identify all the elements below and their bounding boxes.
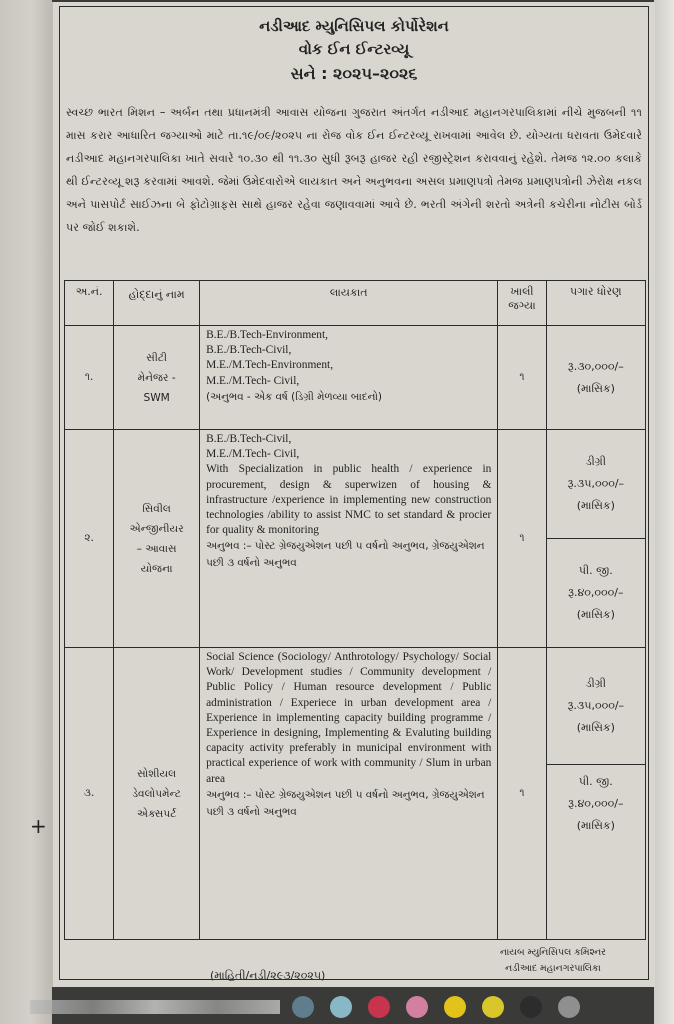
row-vacancy: ૧ — [498, 648, 546, 940]
qual-line: M.E./M.Tech- Civil, — [206, 374, 300, 387]
row-pay — [546, 648, 645, 940]
post-line: સિવીલ — [142, 502, 171, 515]
row-qualification — [200, 430, 498, 648]
notice-title-year: સને : ૨૦૨૫–૨૦૨૬ — [290, 64, 418, 83]
pay-note: (માસિક) — [576, 721, 615, 734]
header-vacancy — [498, 281, 546, 326]
experience-note: અનુભવ :– પોસ્ટ ગ્રેજયુએશન પછી ૫ વર્ષનો અનુભવ, ગ્રેજયુએશન પછી ૩ વર્ષનો અનુભવ — [206, 788, 485, 818]
qual-line: B.E./B.Tech-Civil, — [206, 344, 292, 357]
qual-line: With Specialization in public health / experience in procurement, design & superwizen of housing & infrastructure /experience in implementing new construction technologies /ability to assist NMC to set standard & procier for quality & monitoring — [206, 463, 492, 537]
color-dot — [330, 996, 352, 1018]
color-dot — [292, 996, 314, 1018]
row-vacancy: ૧ — [498, 430, 546, 648]
notice-title-org: નડીઆદ મ્યુનિસિપલ કોર્પોરેશન — [259, 17, 449, 35]
header-post: હોદ્દાનું નામ — [114, 281, 200, 326]
qual-line: M.E./M.Tech- Civil, — [206, 448, 300, 461]
pay-amount: રૂ.૩૦,૦૦૦/– — [567, 359, 624, 373]
registration-mark-icon: + — [30, 814, 47, 838]
qual-line: B.E./B.Tech-Environment, — [206, 329, 329, 341]
post-line: – આવાસ — [136, 542, 177, 555]
row-pay — [546, 326, 645, 430]
header-vacancy-line1: ખાલી — [510, 285, 534, 298]
color-dot — [368, 996, 390, 1018]
row-pay — [546, 430, 645, 648]
qual-line: Social Science (Sociology/ Anthrotology/ Psychology/ Social Work/ Development studies / Community development / Public Policy / Human resource development / Public administration / Experiece in urban development area / Experience in implementing capacity building programme / Experience in designing, Implementing & Evaluting building capacity activity preferably in municipal environment with practical experience of work with community / Slum in urban area — [206, 651, 492, 785]
post-line: સોશીયલ — [137, 767, 177, 780]
experience-note: (અનુભવ - એક વર્ષ (ડિગ્રી મેળવ્યા બાદનો) — [206, 390, 382, 403]
row-qualification — [200, 648, 498, 940]
notice-paper — [52, 2, 655, 987]
notice-frame — [59, 6, 649, 980]
pay-amount: રૂ.૪૦,૦૦૦/– — [568, 586, 624, 599]
posts-table — [64, 280, 646, 940]
pay-note: (માસિક) — [576, 499, 615, 512]
color-dot — [520, 996, 542, 1018]
row-post-name — [114, 430, 200, 648]
background-left-edge — [0, 0, 52, 1024]
pay-pg — [547, 765, 645, 939]
table-row — [65, 326, 646, 430]
header-serial: અ.નં. — [65, 281, 114, 326]
pay-label: ડીગ્રી — [585, 455, 606, 468]
color-dot — [444, 996, 466, 1018]
row-qualification — [200, 326, 498, 430]
row-vacancy: ૧ — [498, 326, 546, 430]
pay-amount: રૂ.૩૫,૦૦૦/– — [567, 699, 625, 712]
post-line: એક્સપર્ટ — [136, 807, 177, 820]
pay-label: પી. જી. — [578, 775, 613, 788]
row-serial: ૨. — [65, 430, 114, 648]
post-line: ડેવલોપમેન્ટ — [132, 787, 182, 800]
pay-degree — [547, 430, 645, 539]
color-dot — [406, 996, 428, 1018]
row-serial: ૧. — [65, 326, 114, 430]
pay-note: (માસિક) — [576, 819, 615, 832]
pay-degree — [547, 648, 645, 765]
color-dot — [558, 996, 580, 1018]
experience-note: અનુભવ :– પોસ્ટ ગ્રેજયુએશન પછી ૫ વર્ષનો અનુભવ, ગ્રેજયુએશન પછી ૩ વર્ષનો અનુભવ — [206, 540, 485, 570]
qual-line: B.E./B.Tech-Civil, — [206, 433, 292, 445]
reference-number: (માહિતી/નડી/૨૯૩/૨૦૨૫) — [210, 969, 326, 982]
signatory-org: નડીઆદ મહાનગરપાલિકા — [505, 963, 601, 974]
table-row — [65, 430, 646, 648]
row-post-name — [114, 326, 200, 430]
header-vacancy-line2: જગ્યા — [508, 299, 536, 312]
print-gray-strip — [30, 1000, 280, 1014]
post-line: સીટી — [146, 351, 168, 364]
notice-intro-paragraph: સ્વચ્છ ભારત મિશન – અર્બન તથા પ્રધાનમંત્રી આવાસ યોજના ગુજરાત અંતર્ગત નડીઆદ મહાનગરપાલિકામાં નીચે મુજબની ૧૧ માસ કરાર આધારિત જગ્યાઓ માટે તા.૧૯/૦૯/૨૦૨૫ ના રોજ વોક ઈન ઈન્ટરવ્યૂ રાખવામાં આવેલ છે. યોગ્યતા ધરાવતા ઉમેદવારે નડીઆદ મહાનગરપાલિકા ખાતે સવારે ૧૦.૩૦ થી ૧૧.૩૦ સુધી રૂબરૂ હાજર રહી રજીસ્ટ્રેશન કરાવવાનું રહેશે. તેમજ ૧૨.૦૦ કલાકે થી ઈન્ટરવ્યૂ શરૂ કરવામાં આવશે. જેમાં ઉમેદવારોએ લાયકાત અને અનુભવના અસલ પ્રમાણપત્રો તેમજ પ્રમાણપત્રોની ઝેરોક્ષ નકલ અને પાસપોર્ટ સાઈઝના બે ફોટોગ્રાફસ સાથે હાજર રહેવા જણાવવામાં આવે છે. ભરતી અંગેની શરતો અત્રેની કચેરીના નોટીસ બોર્ડ પર જોઈ શકાશે. — [66, 106, 642, 234]
color-dot — [482, 996, 504, 1018]
pay-note: (માસિક) — [576, 381, 615, 395]
signatory-title: નાયબ મ્યુનિસિપલ કમિશ્નર — [500, 947, 606, 958]
background-right-edge — [654, 0, 674, 1024]
pay-amount: રૂ.૩૫,૦૦૦/– — [567, 477, 625, 490]
notice-title-event: વોક ઈન ઈન્ટરવ્યૂ — [298, 40, 410, 58]
header-pay: પગાર ધોરણ — [546, 281, 645, 326]
pay-note: (માસિક) — [576, 608, 615, 621]
post-line: એન્જીનીયર — [129, 522, 184, 535]
table-row — [65, 648, 646, 940]
pay-pg — [547, 539, 645, 647]
qual-line: M.E./M.Tech-Environment, — [206, 359, 334, 372]
signatory-block — [500, 945, 606, 977]
post-line: યોજના — [140, 562, 173, 575]
pay-label: પી. જી. — [578, 564, 613, 577]
pay-label: ડીગ્રી — [585, 677, 606, 690]
table-header-row — [65, 281, 646, 326]
post-line: SWM — [143, 391, 170, 404]
row-post-name — [114, 648, 200, 940]
row-serial: ૩. — [65, 648, 114, 940]
post-line: મેનેજર - — [137, 371, 176, 384]
pay-amount: રૂ.૪૦,૦૦૦/– — [568, 797, 624, 810]
header-qualification: લાયકાત — [200, 281, 498, 326]
